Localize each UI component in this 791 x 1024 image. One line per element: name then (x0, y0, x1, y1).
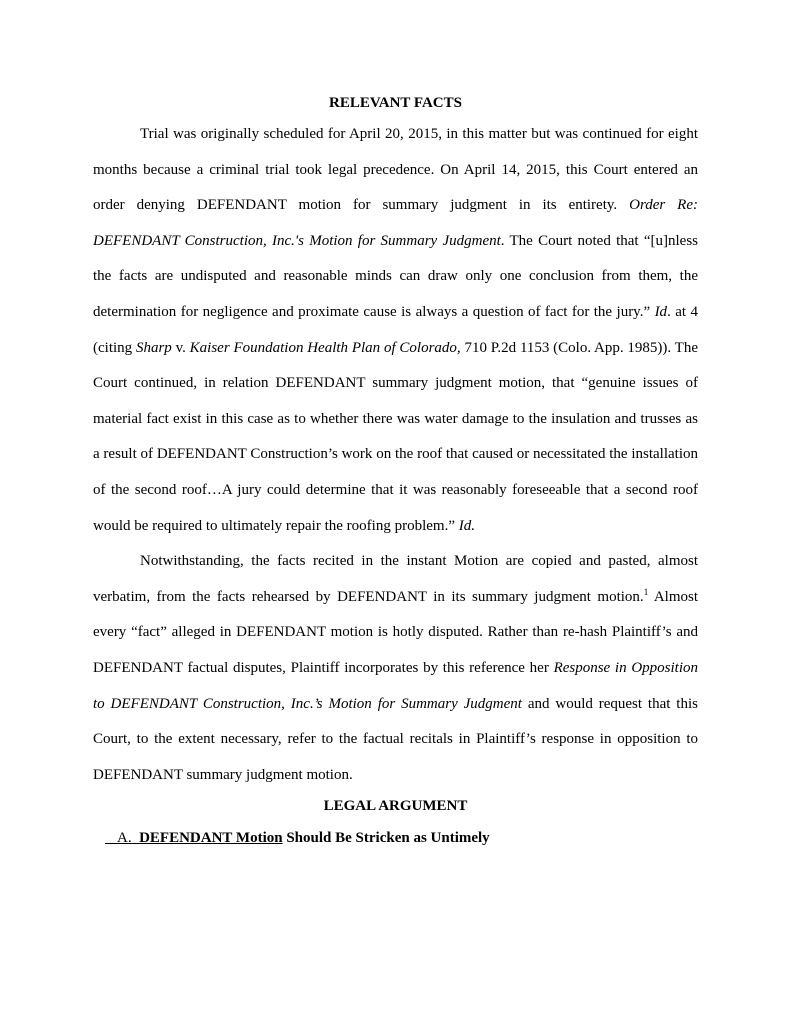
id-citation-2: Id. (458, 517, 475, 534)
section-a-underlined-title: DEFENDANT Motion (139, 830, 283, 847)
p1-versus: v. (171, 339, 190, 356)
footnote-reference[interactable]: 1 (643, 586, 649, 597)
relevant-facts-paragraph-2 (93, 544, 698, 793)
p1-text-3: . at 4 (citing (93, 303, 699, 356)
document-page (93, 92, 698, 849)
id-citation-1: Id (654, 303, 668, 320)
p2-text-3: and would request that this Court, to the extent necessary, refer to the factual recitals in Plaintiff’s response in opposition to DEFENDANT summary judgment motion. (93, 695, 698, 783)
section-a-title-rest: Should Be Stricken as Untimely (282, 830, 490, 847)
p2-text-1: Notwithstanding, the facts recited in the instant Motion are copied and pasted, almost verbatim, from the facts rehearsed by DEFENDANT in its summary judgment motion. (93, 553, 698, 605)
p1-text-1: Trial was originally scheduled for April 20, 2015, in this matter but was continued for eight months because a criminal trial took legal precedence. On April 14, 2015, this Court entered an order denying DEFENDANT motion for summary judgment in its entirety. (93, 126, 698, 214)
section-a-letter: A. (117, 830, 132, 847)
underline-lead (105, 829, 117, 844)
relevant-facts-heading: RELEVANT FACTS (329, 95, 462, 111)
response-citation-title: Response in Opposition to DEFENDANT Construction, Inc.’s Motion for Summary Judgment (93, 659, 698, 712)
relevant-facts-paragraph-1 (93, 117, 698, 544)
p2-text-2: Almost every “fact” alleged in DEFENDANT motion is hotly disputed. Rather than re-hash Plaintiff’s and DEFENDANT factual disputes, Plaintiff incorporates by this reference her (93, 588, 698, 676)
order-citation-title: Order Re: DEFENDANT Construction, Inc.'s Motion for Summary Judgment (93, 197, 698, 249)
legal-argument-heading: LEGAL ARGUMENT (323, 798, 468, 815)
case-party-kaiser: Kaiser Foundation Health Plan of Colorado, (189, 339, 461, 356)
p1-text-2: . The Court noted that “[u]nless the facts are undisputed and reasonable minds can draw only one conclusion from them, the determination for negligence and proximate cause is always a question of fact for the jury.” (93, 232, 698, 320)
case-party-sharp: Sharp (135, 339, 172, 356)
p1-text-4: 710 P.2d 1153 (Colo. App. 1985)). The Court continued, in relation DEFENDANT summary judgment motion, that “genuine issues of material fact exist in this case as to whether there was water damage to the insulation and trusses as a result of DEFENDANT Construction’s work on the roof that caused or necessitated the installation of the second roof…A jury could determine that it was reasonably foreseeable that a second roof would be required to ultimately repair the roofing problem.” (93, 339, 699, 534)
section-a-heading (105, 827, 710, 849)
